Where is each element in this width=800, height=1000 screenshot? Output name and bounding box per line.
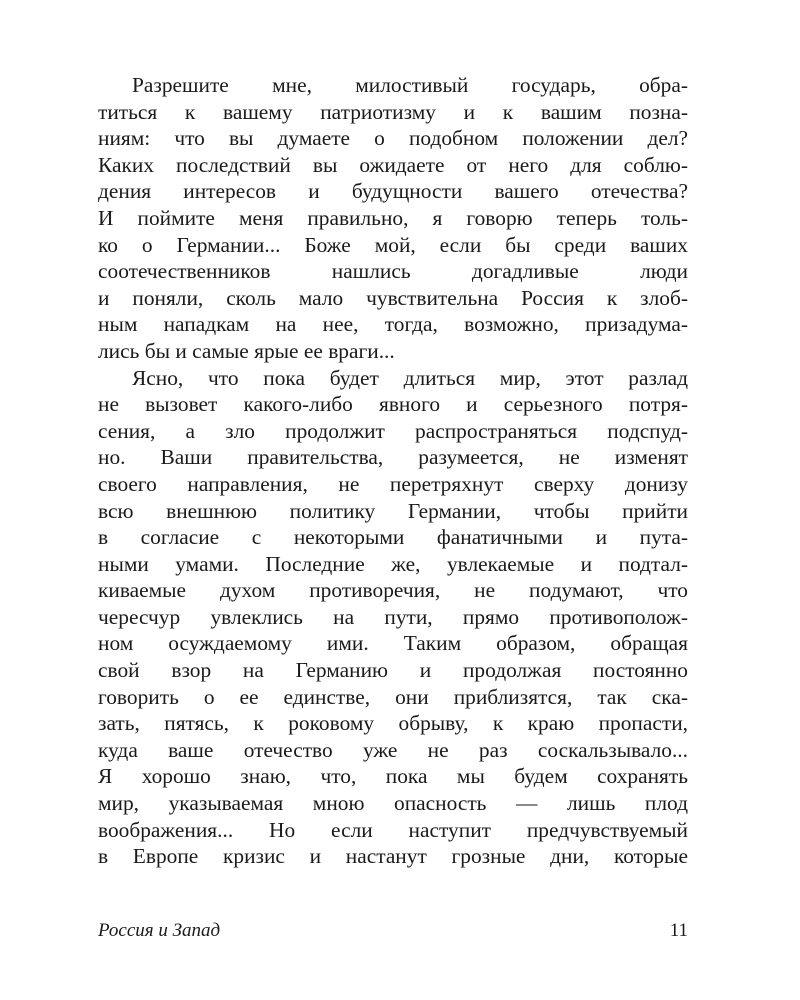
text-line: сения, а зло продолжит распространяться подспуд- [98,418,688,443]
text-line: ном осуждаемому ими. Таким образом, обращая [98,631,688,656]
paragraph-1 [98,72,688,365]
text-line: чересчур увлеклись на пути, прямо противополож- [98,604,688,629]
text-line: ко о Германии... Боже мой, если бы среди ваших [98,232,688,257]
text-line: киваемые духом противоречия, не подумают, что [98,578,688,603]
page-footer [98,916,688,946]
text-line: зать, пятясь, к роковому обрыву, к краю пропасти, [98,711,688,736]
text-line: но. Ваши правительства, разумеется, не изменят [98,445,688,470]
text-line: И поймите меня правильно, я говорю теперь толь- [98,205,688,230]
text-line: Ясно, что пока будет длиться мир, этот разлад [132,365,688,390]
text-line: титься к вашему патриотизму и к вашим позна- [98,99,688,124]
text-line: мир, указываемая мною опасность — лишь плод [98,791,688,816]
text-line: куда ваше отечество уже не раз соскальзывало... [98,737,688,762]
text-line: ными умами. Последние же, увлекаемые и подтал- [98,551,688,576]
text-line: не вызовет какого-либо явного и серьезного потря- [98,392,688,417]
text-line: в Европе кризис и настанут грозные дни, которые [98,844,688,869]
text-line: всю внешнюю политику Германии, чтобы прийти [98,498,688,523]
text-line: говорить о ее единстве, они приблизятся, так ска- [98,684,688,709]
body-text [98,72,688,870]
running-title: Россия и Запад [98,920,221,941]
text-line: дения интересов и будущности вашего отечества? [98,179,688,204]
text-line: соотечественников нашлись догадливые люди [98,259,688,284]
text-line: свой взор на Германию и продолжая постоянно [98,658,688,683]
text-line: Каких последствий вы ожидаете от него для соблю- [98,152,688,177]
text-line: Я хорошо знаю, что, пока мы будем сохранять [98,764,688,789]
paragraph-2 [98,365,688,870]
text-line: ным нападкам на нее, тогда, возможно, призадума- [98,312,688,337]
page-number: 11 [669,920,688,941]
text-line: ниям: что вы думаете о подобном положении дел? [98,126,688,151]
text-line: в согласие с некоторыми фанатичными и пута- [98,525,688,550]
text-line: и поняли, сколь мало чувствительна Россия к злоб- [98,285,688,310]
text-line: Разрешите мне, милостивый государь, обра- [132,73,688,97]
text-line: воображения... Но если наступит предчувствуемый [98,817,688,842]
text-line: лись бы и самые ярые ее враги... [98,338,395,363]
text-line: своего направления, не перетряхнут сверху донизу [98,471,688,496]
